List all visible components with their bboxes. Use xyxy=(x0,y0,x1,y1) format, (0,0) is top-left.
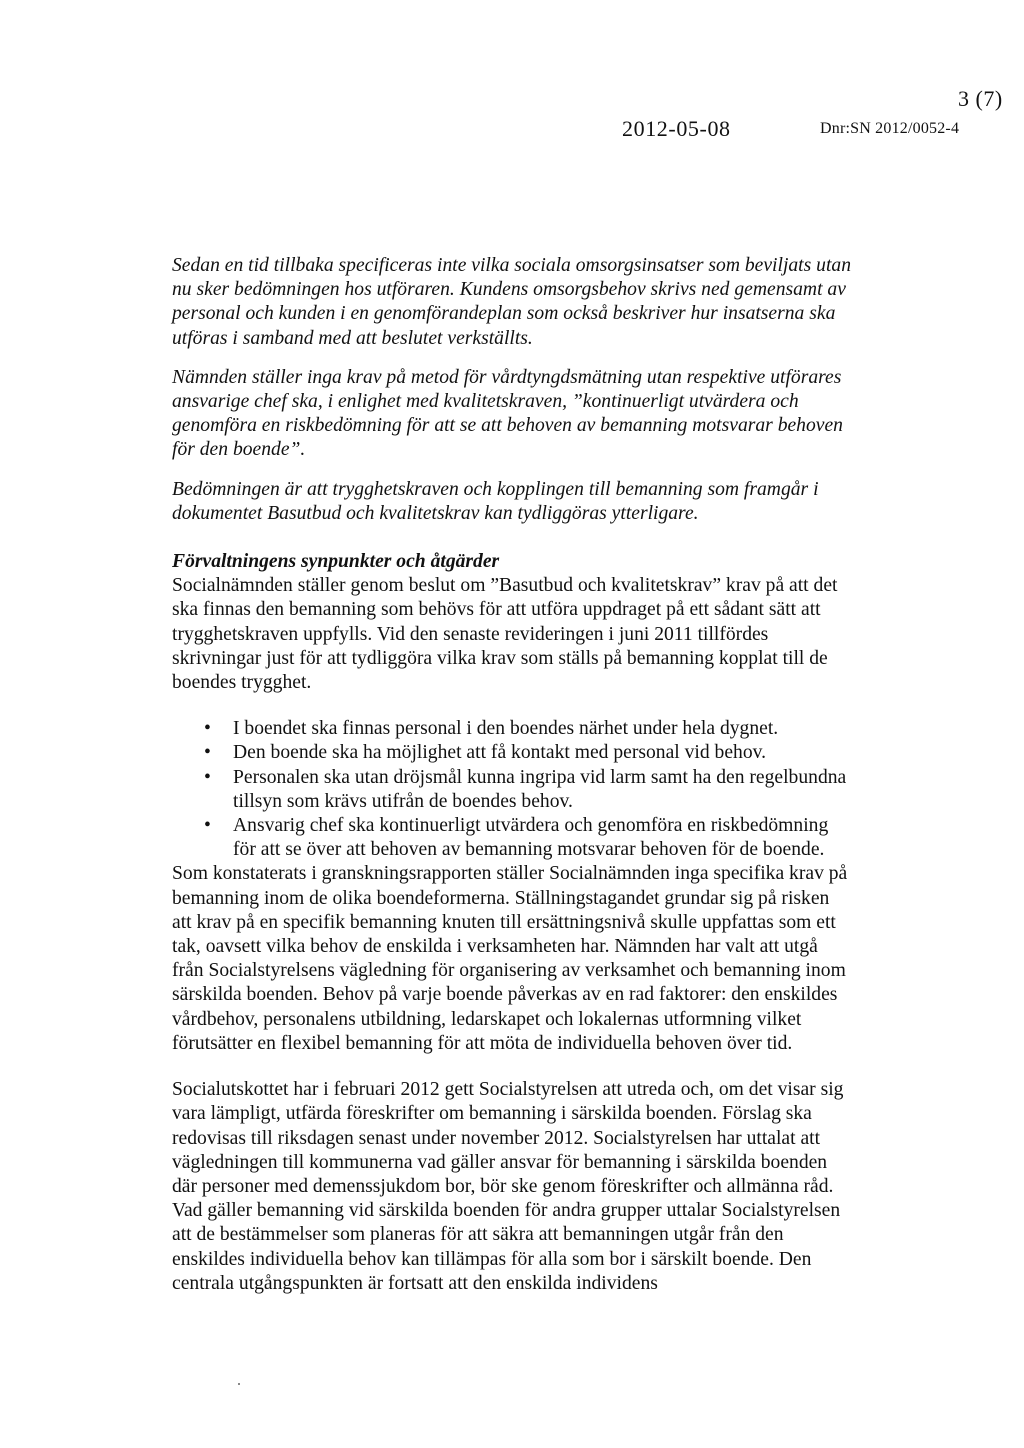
list-item-text: I boendet ska finnas personal i den boendes närhet under hela dygnet. xyxy=(233,718,779,740)
page-header xyxy=(0,86,1024,146)
list-item xyxy=(204,814,852,862)
scan-mark xyxy=(238,1383,240,1385)
section-heading: Förvaltningens synpunkter och åtgärder xyxy=(172,551,500,573)
list-item xyxy=(204,741,852,765)
requirements-list xyxy=(172,717,852,862)
body-paragraph: Som konstaterats i granskningsrapporten ställer Socialnämnden inga specifika krav på bemanning inom de olika boendeformerna. Ställningstagandet grundar sig på risken att krav på en specifik bemanning knuten till ersättningsnivå skulle uppfattas som ett tak, oavsett vilka behov de enskilda i verksamheten har. Nämnden har valt att utgå från Socialstyrelsens vägledning för organisering av verksamhet och bemanning inom särskilda boenden. Behov på varje boende påverkas av en rad faktorer: den enskildes vårdbehov, personalens utbildning, ledarskapet och lokalernas utformning vilket förutsätter en flexibel bemanning för att möta de individuella behoven över tid. xyxy=(172,863,848,1054)
list-item xyxy=(204,717,852,741)
bullet-icon: • xyxy=(204,742,211,764)
italic-paragraph: Nämnden ställer inga krav på metod för vårdtyngdsmätning utan respektive utförares ansvarige chef ska, i enlighet med kvalitetskraven, ”kontinuerligt utvärdera och genomföra en riskbedömning för att se att behoven av bemanning motsvarar behoven för den boende”. xyxy=(172,366,843,461)
list-item xyxy=(204,766,852,814)
list-item-text: Ansvarig chef ska kontinuerligt utvärdera och genomföra en riskbedömning för att se över att behoven av bemanning motsvarar behoven för de boende. xyxy=(233,815,829,861)
italic-paragraph: Bedömningen är att trygghetskraven och kopplingen till bemanning som framgår i dokumentet Basutbud och kvalitetskrav kan tydliggöras ytterligare. xyxy=(172,478,819,524)
list-item-text: Personalen ska utan dröjsmål kunna ingripa vid larm samt ha den regelbundna tillsyn som krävs utifrån de boendes behov. xyxy=(233,766,847,812)
body-paragraph: Socialutskottet har i februari 2012 gett Socialstyrelsen att utreda och, om det visar sig vara lämpligt, utfärda föreskrifter om bemanning i särskilda boenden. Förslag ska redovisas till riksdagen senast under november 2012. Socialstyrelsen har uttalat att vägledningen till kommunerna vad gäller ansvar för bemanning i särskilda boenden där personer med demenssjukdom bor, bör ske genom föreskrifter och allmänna råd. Vad gäller bemanning vid särskilda boenden för andra grupper uttalar Socialstyrelsen att de bestämmelser som planeras för att säkra att bemanningen utgår från den enskildes individuella behov kan tillämpas för alla som bor i särskilt boende. Den centrala utgångspunkten är fortsatt att den enskilda individens xyxy=(172,1079,844,1294)
page-number: 3 (7) xyxy=(958,86,1003,111)
bullet-icon: • xyxy=(204,815,211,837)
bullet-icon: • xyxy=(204,766,211,788)
list-item-text: Den boende ska ha möjlighet att få kontakt med personal vid behov. xyxy=(233,742,767,764)
document-date: 2012-05-08 xyxy=(622,116,731,141)
section-intro-paragraph: Socialnämnden ställer genom beslut om ”Basutbud och kvalitetskrav” krav på att det ska finnas den bemanning som behövs för att utföra uppdraget på ett sådant sätt att trygghetskraven uppfylls. Vid den senaste revideringen i juni 2011 tillfördes skrivningar just för att tydliggöra vilka krav som ställs på bemanning kopplat till de boendes trygghet. xyxy=(172,575,838,694)
bullet-icon: • xyxy=(204,718,211,740)
document-body xyxy=(172,254,852,1296)
italic-paragraph: Sedan en tid tillbaka specificeras inte vilka sociala omsorgsinsatser som beviljats utan nu sker bedömningen hos utföraren. Kundens omsorgsbehov skrivs ned gemensamt av personal och kunden i en genomförandeplan som också beskriver hur insatserna ska utföras i samband med att beslutet verkställts. xyxy=(172,255,851,349)
document-reference-number: Dnr:SN 2012/0052-4 xyxy=(820,120,960,137)
